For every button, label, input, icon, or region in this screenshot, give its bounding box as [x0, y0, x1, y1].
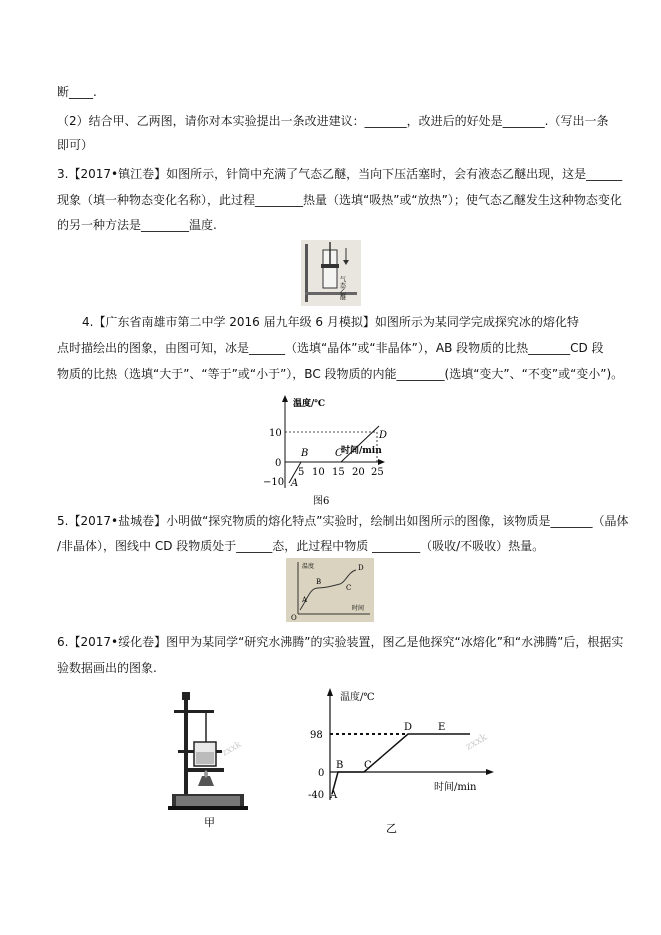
- watermark: zxxk: [464, 731, 490, 753]
- figure-6-graph: [255, 392, 390, 514]
- point-label: A: [330, 790, 338, 801]
- text-line: 物质的比热（选填“大于”、“等于”或“小于”），BC 段物质的内能________(选填“变大”、“不变”或“变小”)。: [57, 367, 624, 381]
- text-line: 的另一种方法是________温度.: [57, 218, 217, 232]
- x-axis-label: 时间: [352, 605, 365, 612]
- point-label: C: [346, 584, 352, 592]
- point-label: B: [336, 760, 344, 771]
- x-tick: 10: [312, 467, 325, 478]
- text-line: 即可）: [57, 138, 94, 152]
- point-label: A: [302, 596, 308, 604]
- y-axis-label: 温度: [302, 563, 315, 570]
- figure-caption-left: 甲: [204, 816, 215, 829]
- x-tick: 15: [332, 467, 345, 478]
- text-line: 点时描绘出的图象，由图可知，冰是______（选填“晶体”或“非晶体”），AB 段物质的比热_______CD 段: [57, 341, 604, 355]
- watermark: zxxk: [220, 739, 244, 759]
- y-tick: 10: [269, 428, 282, 439]
- boiling-apparatus-figure: [168, 690, 256, 830]
- point-label: C: [364, 760, 372, 771]
- y-tick: 98: [310, 730, 323, 741]
- figure-caption: 图6: [313, 496, 330, 507]
- text-line: （2）结合甲、乙两图，请你对本实验提出一条改进建议：_______，改进后的好处是_______.（写出一条: [57, 114, 609, 128]
- point-label: B: [301, 448, 309, 459]
- x-tick: 5: [298, 467, 305, 478]
- point-label: C: [335, 448, 343, 459]
- text-line: 断____.: [57, 85, 97, 99]
- x-tick: 20: [352, 467, 365, 478]
- figure-caption-right: 乙: [386, 822, 397, 835]
- ice-melting-boiling-graph: [300, 686, 500, 836]
- y-axis-label: 温度/℃: [340, 692, 375, 703]
- text-line: 现象（填一种物态变化名称），此过程________热量（选填“吸热”或“放热”）；使气态乙醚发生这种物态变化: [57, 193, 622, 207]
- origin-label: O: [291, 614, 297, 622]
- point-label: A: [291, 478, 299, 489]
- point-label: B: [316, 578, 322, 586]
- x-axis-label: 时间/min: [341, 446, 382, 456]
- point-label: D: [358, 564, 364, 572]
- point-label: E: [438, 722, 446, 733]
- melting-graph-photo: [286, 558, 374, 622]
- y-tick: 0: [275, 458, 282, 469]
- text-line: 验数据画出的图象.: [57, 661, 157, 675]
- y-tick: 0: [318, 768, 325, 779]
- text-line: 6.【2017•绥化卷】图甲为某同学“研究水沸腾”的实验装置，图乙是他探究“冰熔化”和“水沸腾”后，根据实: [57, 635, 624, 649]
- point-label: D: [404, 722, 413, 733]
- text-line: 4.【广东省南雄市第二中学 2016 届九年级 6 月模拟】如图所示为某同学完成探究冰的熔化特: [82, 315, 579, 329]
- x-axis-label: 时间/min: [434, 782, 477, 793]
- syringe-photo: [301, 240, 361, 306]
- text-line: 3.【2017•镇江卷】如图所示，针筒中充满了气态乙醚，当向下压活塞时，会有液态乙醚出现，这是______: [57, 167, 623, 181]
- x-tick: 25: [371, 467, 384, 478]
- syringe-label: 气态乙醚: [338, 276, 346, 300]
- y-tick: -40: [308, 790, 325, 801]
- text-line: /非晶体），图线中 CD 段物质处于______态，此过程中物质 ________（吸收/不吸收）热量。: [57, 539, 545, 553]
- point-label: D: [379, 430, 388, 441]
- y-tick: −10: [263, 477, 285, 488]
- y-axis-label: 温度/℃: [293, 399, 326, 409]
- text-line: 5.【2017•盐城卷】小明做“探究物质的熔化特点”实验时，绘制出如图所示的图像，该物质是_______（晶体: [57, 514, 629, 528]
